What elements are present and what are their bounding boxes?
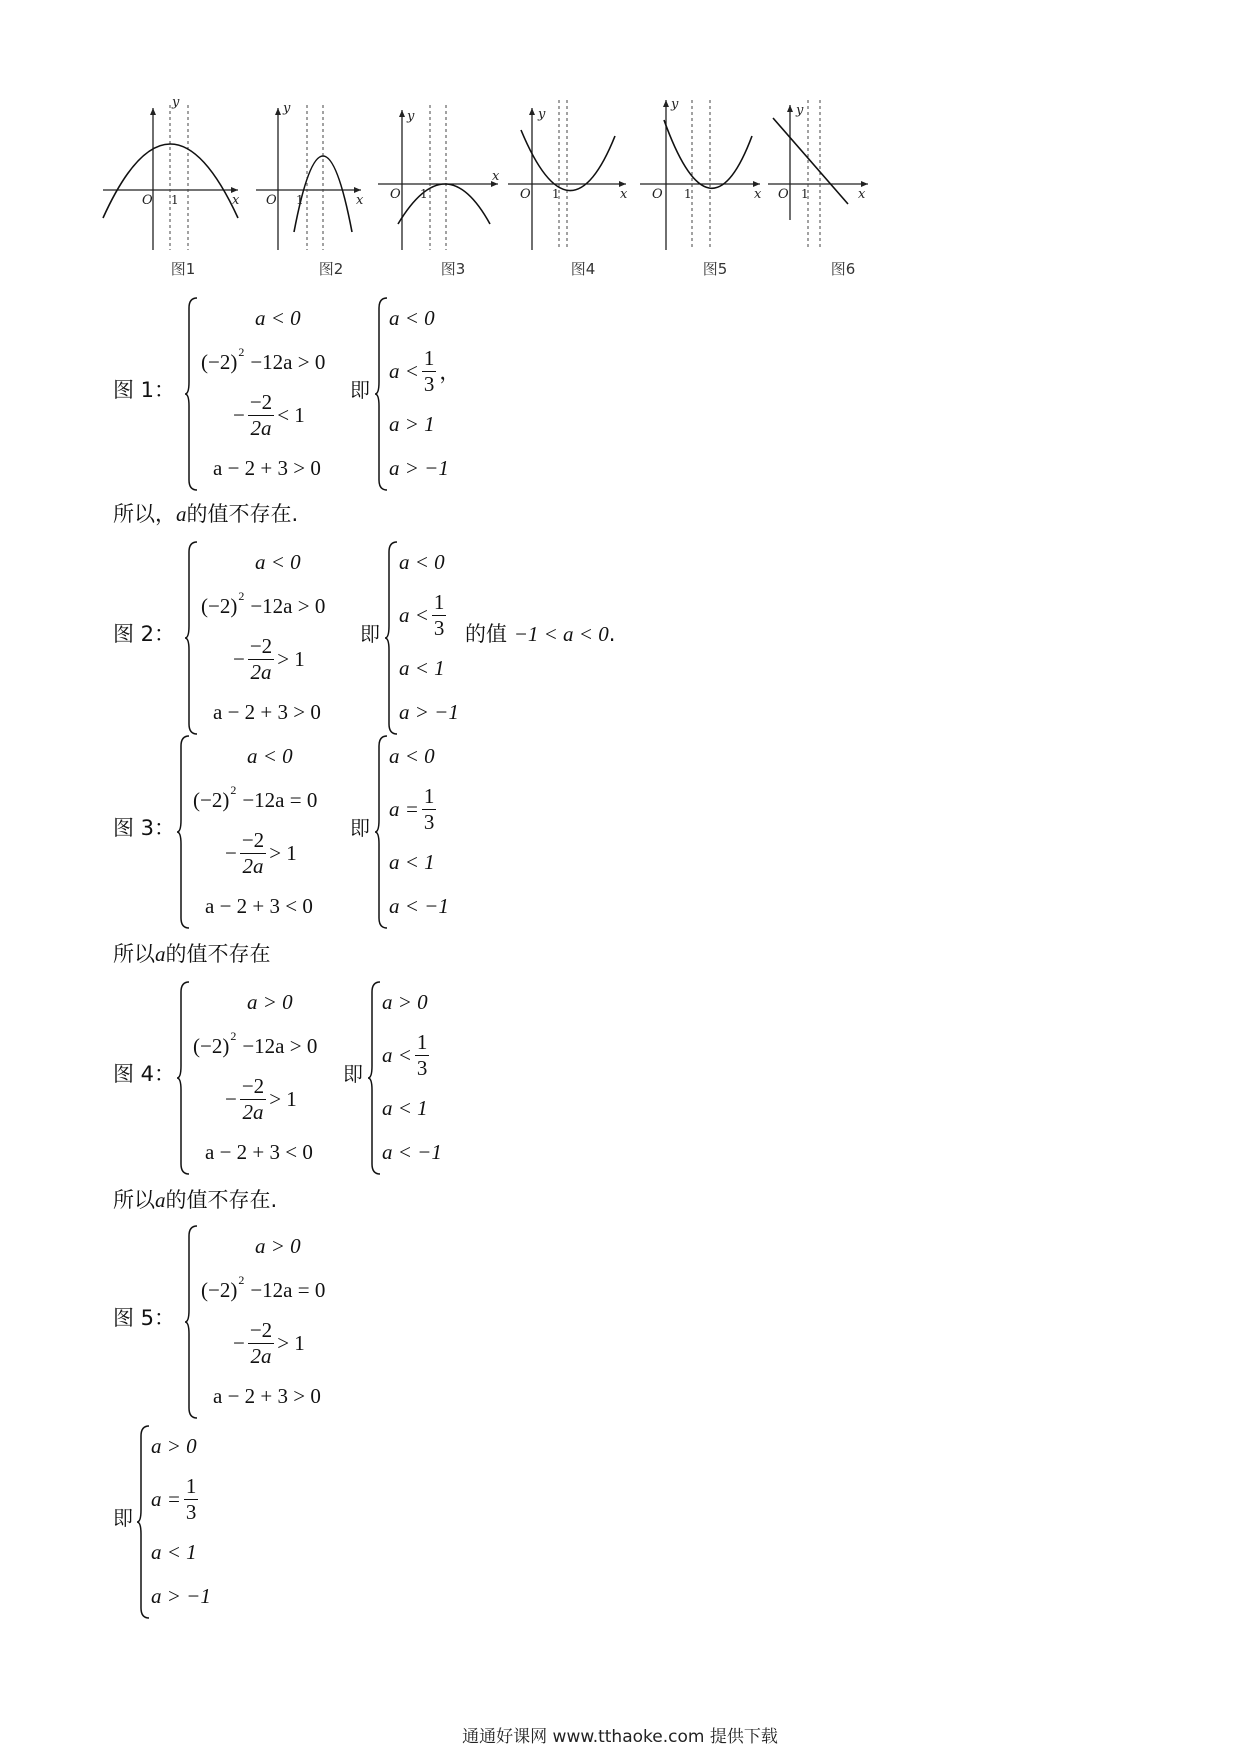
left-brace-icon <box>185 540 199 736</box>
result-row: a < 1 <box>382 1095 428 1120</box>
result-row: a > −1 <box>389 455 449 480</box>
left-brace-icon <box>385 540 399 736</box>
figure-1 <box>108 95 258 280</box>
system-row: (−2) 2 −12a = 0 <box>201 1272 326 1302</box>
y-label: y <box>796 103 804 118</box>
result-row: a = $\frac{1}{3}$ <box>389 783 435 834</box>
figure-caption: 图4 <box>570 260 596 278</box>
result-rows <box>399 540 459 734</box>
origin-label: O <box>520 187 531 202</box>
figure-1-graph <box>108 95 258 258</box>
figure-3-graph <box>378 100 528 258</box>
x-label: x <box>620 187 628 202</box>
system-row: − $\frac{-2}{2a}$ > 1 <box>233 1317 305 1368</box>
page-footer: 通通好课网 www.tthaoke.com 提供下载 <box>462 1727 778 1747</box>
y-label: y <box>671 97 679 112</box>
tick-label: 1 <box>420 187 428 201</box>
system-row: − $\frac{-2}{2a}$ > 1 <box>225 1073 297 1124</box>
figure-caption: 图3 <box>440 260 466 278</box>
y-label: y <box>283 101 291 116</box>
figure-6-graph <box>768 100 918 258</box>
system-row: a < 0 <box>247 743 293 768</box>
result-row: a < −1 <box>389 893 449 918</box>
y-arrow <box>399 110 405 117</box>
y-label: y <box>407 109 415 124</box>
x-label: x <box>356 193 364 208</box>
system-row: a − 2 + 3 > 0 <box>213 455 321 480</box>
system-rows <box>201 1224 325 1418</box>
y-arrow <box>787 105 793 112</box>
result-row: a > −1 <box>151 1583 211 1608</box>
y-arrow <box>150 108 156 115</box>
conclusion-3: 所以a的值不存在 <box>113 942 271 966</box>
result-row: a > −1 <box>399 699 459 724</box>
system-row: − $\frac{-2}{2a}$ > 1 <box>233 633 305 684</box>
left-brace-icon <box>185 296 199 492</box>
ji-label: 即 <box>343 1062 363 1086</box>
ji-label: 即 <box>350 816 370 840</box>
figure-caption: 图2 <box>318 260 344 278</box>
result-rows <box>151 1424 211 1618</box>
x-label: x <box>492 169 500 184</box>
y-arrow <box>529 108 535 115</box>
figure-3 <box>378 100 528 280</box>
system-row: a < 0 <box>255 549 301 574</box>
result-rows <box>389 296 460 490</box>
left-brace-icon <box>177 734 191 930</box>
result-row: a < 1 <box>151 1539 197 1564</box>
conclusion-1: 所以，a的值不存在. <box>113 502 299 526</box>
tick-label: 1 <box>684 187 692 201</box>
result-row: a < 1 <box>399 655 445 680</box>
system-row: (−2) 2 −12a = 0 <box>193 782 318 812</box>
result-row: a > 0 <box>151 1433 197 1458</box>
origin-label: O <box>652 187 663 202</box>
y-arrow <box>663 100 669 107</box>
parabola-curve <box>521 130 615 191</box>
tick-label: 1 <box>296 193 304 207</box>
system-rows <box>193 734 317 928</box>
left-brace-icon <box>375 296 389 492</box>
tick-label: 1 <box>552 187 560 201</box>
left-brace-icon <box>177 980 191 1176</box>
result-row: a < −1 <box>382 1139 442 1164</box>
parabola-curve <box>398 184 490 224</box>
result-row: a < $\frac{1}{3}$ ， <box>389 345 461 396</box>
figures-row <box>108 95 988 280</box>
origin-label: O <box>778 187 789 202</box>
x-label: x <box>232 193 240 208</box>
system-row: a − 2 + 3 > 0 <box>213 699 321 724</box>
system-row: a > 0 <box>247 989 293 1014</box>
ji-label: 即 <box>113 1506 133 1530</box>
system-row: a − 2 + 3 > 0 <box>213 1383 321 1408</box>
y-arrow <box>275 108 281 115</box>
case-label: 图 2： <box>113 622 176 646</box>
figure-caption: 图1 <box>170 260 196 278</box>
system-row: (−2) 2 −12a > 0 <box>201 588 326 618</box>
system-row: a > 0 <box>255 1233 301 1258</box>
result-rows <box>389 734 449 928</box>
system-rows <box>201 296 325 490</box>
system-row: a − 2 + 3 < 0 <box>205 893 313 918</box>
figure-caption: 图6 <box>830 260 856 278</box>
result-row: a = $\frac{1}{3}$ <box>151 1473 197 1524</box>
result-row: a > 0 <box>382 989 428 1014</box>
result-row: a < $\frac{1}{3}$ <box>382 1029 428 1080</box>
system-row: (−2) 2 −12a > 0 <box>193 1028 318 1058</box>
case-label: 图 5： <box>113 1306 176 1330</box>
left-brace-icon <box>375 734 389 930</box>
result-row: a < $\frac{1}{3}$ <box>399 589 445 640</box>
figure-6 <box>768 100 918 280</box>
case-label: 图 3： <box>113 816 176 840</box>
result-row: a > 1 <box>389 411 435 436</box>
system-row: − $\frac{-2}{2a}$ > 1 <box>225 827 297 878</box>
y-label: y <box>538 107 546 122</box>
figure-4-graph <box>508 100 658 258</box>
origin-label: O <box>266 193 277 208</box>
result-rows <box>382 980 442 1174</box>
parabola-curve <box>664 120 752 188</box>
ji-label: 即 <box>360 622 380 646</box>
x-label: x <box>858 187 866 202</box>
figure-4 <box>508 100 658 280</box>
system-rows <box>193 980 317 1174</box>
system-rows <box>201 540 325 734</box>
result-row: a < 1 <box>389 849 435 874</box>
conclusion-4: 所以a的值不存在. <box>113 1188 278 1212</box>
ji-label: 即 <box>350 378 370 402</box>
left-brace-icon <box>137 1424 151 1620</box>
result-row: a < 0 <box>389 743 435 768</box>
result-row: a < 0 <box>399 549 445 574</box>
y-label: y <box>172 95 180 110</box>
origin-label: O <box>390 187 401 202</box>
tick-label: 1 <box>171 193 179 207</box>
figure-caption: 图5 <box>702 260 728 278</box>
x-label: x <box>754 187 762 202</box>
system-row: a < 0 <box>255 305 301 330</box>
system-row: (−2) 2 −12a > 0 <box>201 344 326 374</box>
left-brace-icon <box>368 980 382 1176</box>
left-brace-icon <box>185 1224 199 1420</box>
tick-label: 1 <box>801 187 809 201</box>
system-row: a − 2 + 3 < 0 <box>205 1139 313 1164</box>
case-label: 图 4： <box>113 1062 176 1086</box>
system-row: − $\frac{-2}{2a}$ < 1 <box>233 389 305 440</box>
case-2-result-text: 的值 −1 < a < 0. <box>465 622 616 646</box>
result-row: a < 0 <box>389 305 435 330</box>
origin-label: O <box>142 193 153 208</box>
case-label: 图 1： <box>113 378 176 402</box>
